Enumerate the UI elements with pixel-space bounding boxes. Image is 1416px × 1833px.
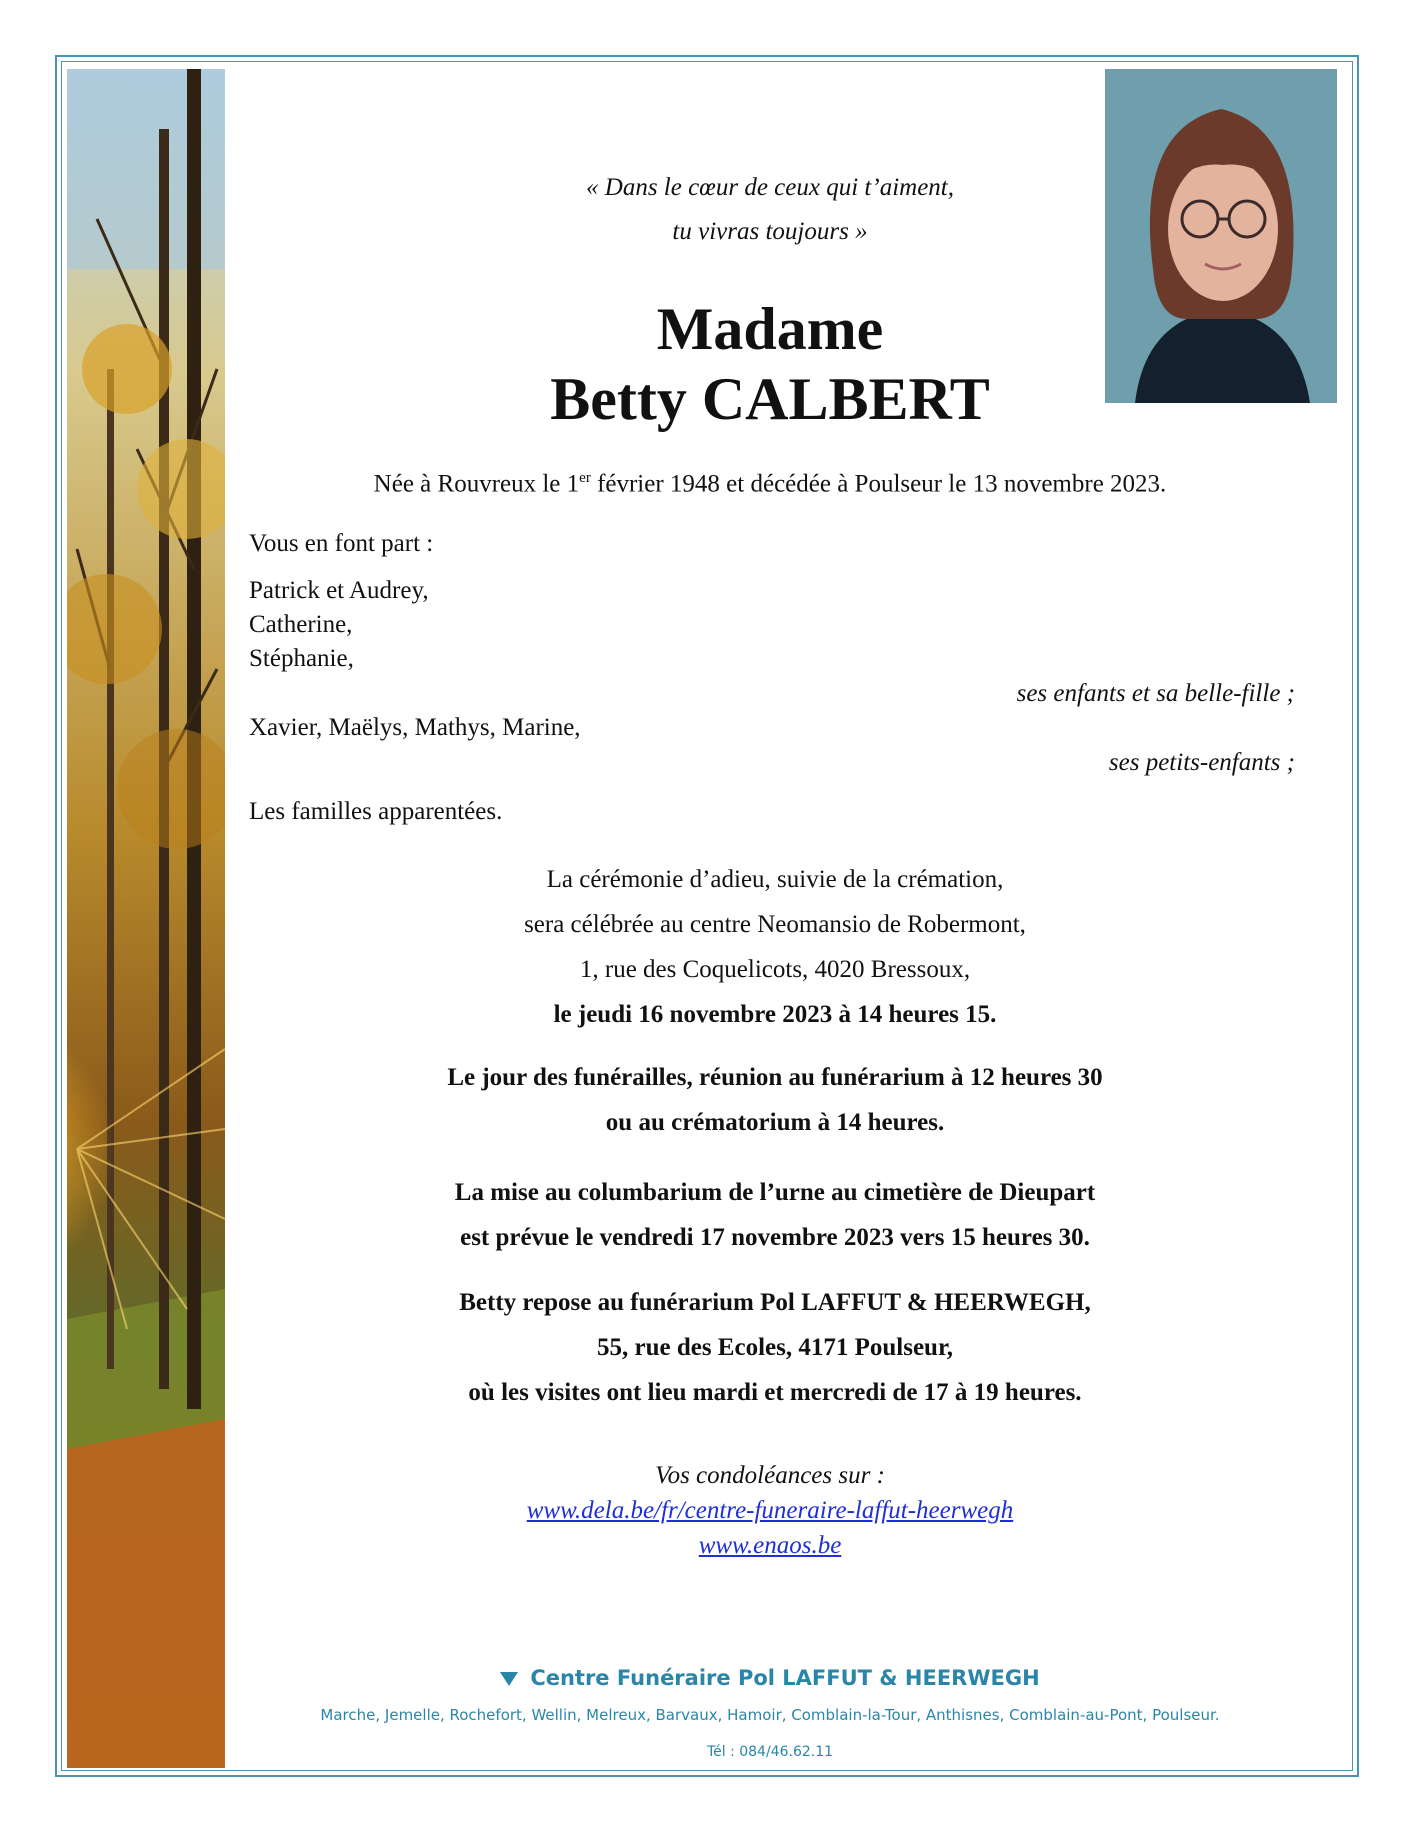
dela-link[interactable]: www.dela.be/fr/centre-funeraire-laffut-heerwegh [526, 1497, 1014, 1524]
footer [240, 1663, 1300, 1763]
families-text: Les familles apparentées. [249, 798, 503, 825]
columbarium-line-2: est prévue le vendredi 17 novembre 2023 vers 15 heures 30. [460, 1224, 1090, 1251]
full-name: Betty CALBERT [550, 366, 990, 432]
child-3: Stéphanie, [249, 645, 354, 672]
footer-places: Marche, Jemelle, Rochefort, Wellin, Melreux, Barvaux, Hamoir, Comblain-la-Tour, Anthisnes, Comblain-au-Pont, Poulseur. [320, 1706, 1220, 1724]
ceremony-line-3: 1, rue des Coquelicots, 4020 Bressoux, [579, 956, 971, 983]
footer-tel: Tél : 084/46.62.11 [706, 1744, 834, 1760]
birth-text-b: février 1948 et décédée à Poulseur le 13 novembre 2023. [590, 470, 1167, 498]
condolences-block [380, 1458, 1160, 1563]
portrait-photo [1105, 69, 1337, 403]
enaos-link[interactable]: www.enaos.be [698, 1532, 842, 1559]
triangle-down-icon [500, 1672, 518, 1686]
birth-sup: er [579, 470, 591, 486]
meeting-line-1: Le jour des funérailles, réunion au funérarium à 12 heures 30 [447, 1064, 1103, 1091]
visits-line-2: 55, rue des Ecoles, 4171 Poulseur, [596, 1334, 954, 1361]
funeral-home-name: Centre Funéraire Pol LAFFUT & HEERWEGH [530, 1666, 1040, 1690]
visits-block [280, 1280, 1270, 1415]
ceremony-line-4: le jeudi 16 novembre 2023 à 14 heures 15. [553, 1001, 997, 1028]
footer-name-row [240, 1663, 1300, 1693]
condolences-lead: Vos condoléances sur : [655, 1462, 885, 1489]
autumn-forest-image [67, 69, 225, 1768]
grandchildren: Xavier, Maëlys, Mathys, Marine, [249, 714, 581, 741]
deceased-name [440, 294, 1100, 434]
ceremony-block [280, 857, 1270, 1037]
ceremony-line-1: La cérémonie d’adieu, suivie de la crémation, [546, 866, 1004, 893]
birth-text-a: Née à Rouvreux le 1 [373, 470, 580, 498]
meeting-block [280, 1055, 1270, 1145]
columbarium-block [280, 1170, 1270, 1260]
meeting-line-2: ou au crématorium à 14 heures. [605, 1109, 945, 1136]
columbarium-line-1: La mise au columbarium de l’urne au cimetière de Dieupart [454, 1179, 1096, 1206]
visits-line-1: Betty repose au funérarium Pol LAFFUT & HEERWEGH, [459, 1289, 1091, 1316]
child-2: Catherine, [249, 611, 353, 638]
child-1: Patrick et Audrey, [249, 577, 429, 604]
birth-death-line [240, 460, 1300, 502]
ceremony-line-2: sera célébrée au centre Neomansio de Robermont, [524, 911, 1026, 938]
intro-text: Vous en font part : [249, 530, 434, 557]
epitaph-quote [480, 166, 1060, 254]
visits-line-3: où les visites ont lieu mardi et mercredi de 17 à 19 heures. [468, 1379, 1082, 1406]
honorific: Madame [656, 296, 884, 362]
quote-line-2: tu vivras toujours » [672, 218, 868, 245]
quote-line-1: « Dans le cœur de ceux qui t’aiment, [586, 174, 954, 201]
children-label: ses enfants et sa belle-fille ; [1016, 680, 1295, 707]
grandchildren-label: ses petits-enfants ; [1108, 749, 1295, 776]
